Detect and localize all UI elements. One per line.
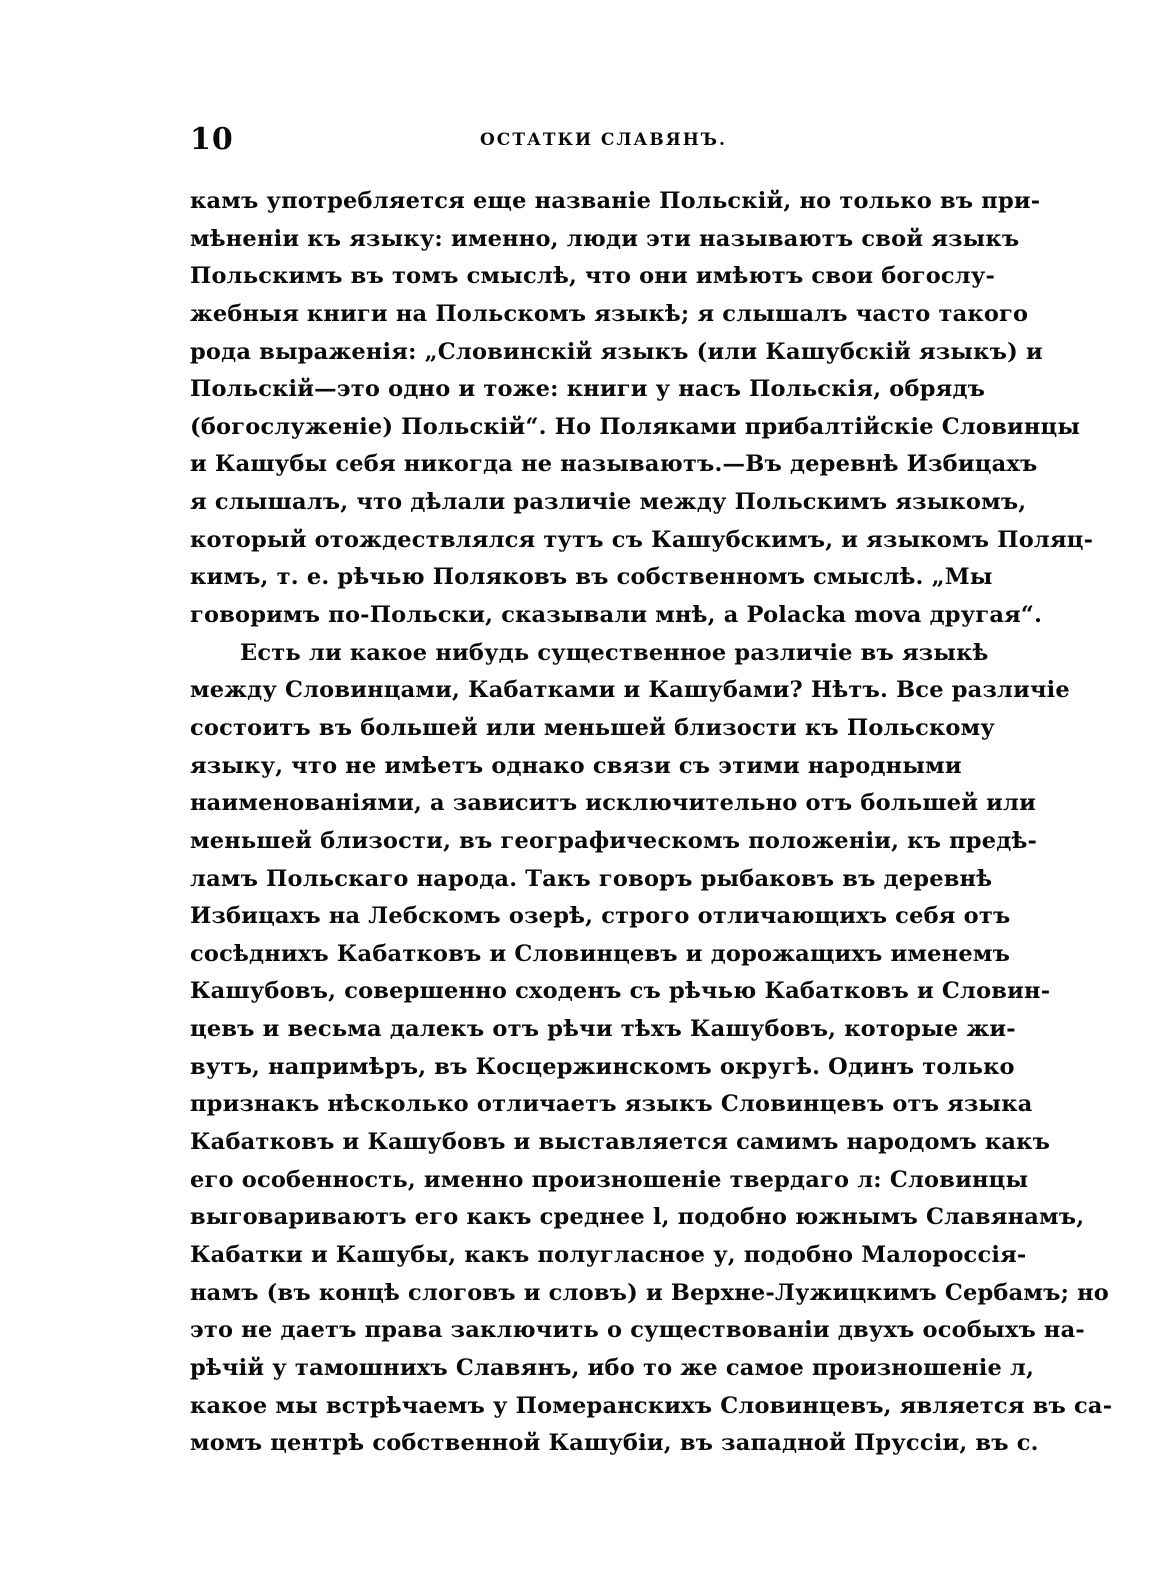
text-line: намъ (въ концѣ слоговъ и словъ) и Верхне-Лужицкимъ Сербамъ; но [190, 1279, 1110, 1306]
text-line: я слышалъ, что дѣлали различіе между Польскимъ языкомъ, [190, 489, 1027, 516]
text-line: Кашубовъ, совершенно сходенъ съ рѣчью Кабатковъ и Словин- [190, 978, 1051, 1005]
text-line: между Словинцами, Кабатками и Кашубами? Нѣтъ. Все различіе [190, 677, 1070, 704]
text-line: языку, что не имѣетъ однако связи съ этими народными [190, 752, 962, 779]
text-line: (богослуженіе) Польскій“. Но Поляками прибалтійскіе Словинцы [190, 413, 1081, 440]
text-line: ламъ Польскаго народа. Такъ говоръ рыбаковъ въ деревнѣ [190, 865, 993, 892]
running-head [190, 122, 960, 162]
text-line: рѣчій у тамошнихъ Славянъ, ибо то же самое произношеніе л, [190, 1354, 1035, 1381]
text-line: Польскій—это одно и тоже: книги у насъ Польскія, обрядъ [190, 376, 986, 403]
page-number: 10 [190, 122, 234, 157]
text-line: Кабатковъ и Кашубовъ и выставляется самимъ народомъ какъ [190, 1129, 1051, 1156]
text-line: говоримъ по-Польски, сказывали мнѣ, а Polacka mova другая“. [190, 602, 1043, 629]
text-line: кимъ, т. е. рѣчью Поляковъ въ собственномъ смыслѣ. „Мы [190, 564, 993, 591]
body-text [190, 183, 1113, 1463]
running-title: ОСТАТКИ СЛАВЯНЪ. [480, 130, 727, 150]
text-line: рода выраженія: „Словинскій языкъ (или Кашубскій языкъ) и [190, 338, 1043, 365]
text-line: вутъ, напримѣръ, въ Косцержинскомъ округѣ. Одинъ только [190, 1053, 1015, 1080]
text-line: признакъ нѣсколько отличаетъ языкъ Словинцевъ отъ языка [190, 1091, 1033, 1118]
text-line: который отождествлялся тутъ съ Кашубскимъ, и языкомъ Поляц- [190, 526, 1094, 553]
text-line: выговариваютъ его какъ среднее l, подобно южнымъ Славянамъ, [190, 1204, 1085, 1231]
text-line: это не даетъ права заключить о существованіи двухъ особыхъ на- [190, 1317, 1085, 1344]
text-line: Есть ли какое нибудь существенное различіе въ языкѣ [240, 639, 989, 666]
text-line: его особенность, именно произношеніе твердаго л: Словинцы [190, 1166, 1029, 1193]
text-line: камъ употребляется еще названіе Польскій, но только въ при- [190, 188, 1041, 214]
text-line: Польскимъ въ томъ смыслѣ, что они имѣютъ свои богослу- [190, 263, 996, 290]
text-line: мѣненіи къ языку: именно, люди эти называютъ свой языкъ [190, 225, 1020, 252]
text-line: момъ центрѣ собственной Кашубіи, въ западной Пруссіи, въ с. [190, 1430, 1039, 1457]
text-line: наименованіями, а зависитъ исключительно отъ большей или [190, 790, 1036, 817]
text-line: сосѣднихъ Кабатковъ и Словинцевъ и дорожащихъ именемъ [190, 940, 1011, 967]
text-line: и Кашубы себя никогда не называютъ.—Въ деревнѣ Избицахъ [190, 451, 1038, 478]
text-line: цевъ и весьма далекъ отъ рѣчи тѣхъ Кашубовъ, которые жи- [190, 1016, 1016, 1043]
text-line: меньшей близости, въ географическомъ положеніи, къ предѣ- [190, 827, 1037, 854]
text-line: состоитъ въ большей или меньшей близости къ Польскому [190, 714, 995, 741]
text-line: Избицахъ на Лебскомъ озерѣ, строго отличающихъ себя отъ [190, 903, 1011, 930]
text-line: Кабатки и Кашубы, какъ полугласное у, подобно Малороссія- [190, 1241, 1027, 1268]
text-line: жебныя книги на Польскомъ языкѣ; я слышалъ часто такого [190, 300, 1029, 327]
text-line: какое мы встрѣчаемъ у Померанскихъ Словинцевъ, является въ са- [190, 1392, 1113, 1419]
